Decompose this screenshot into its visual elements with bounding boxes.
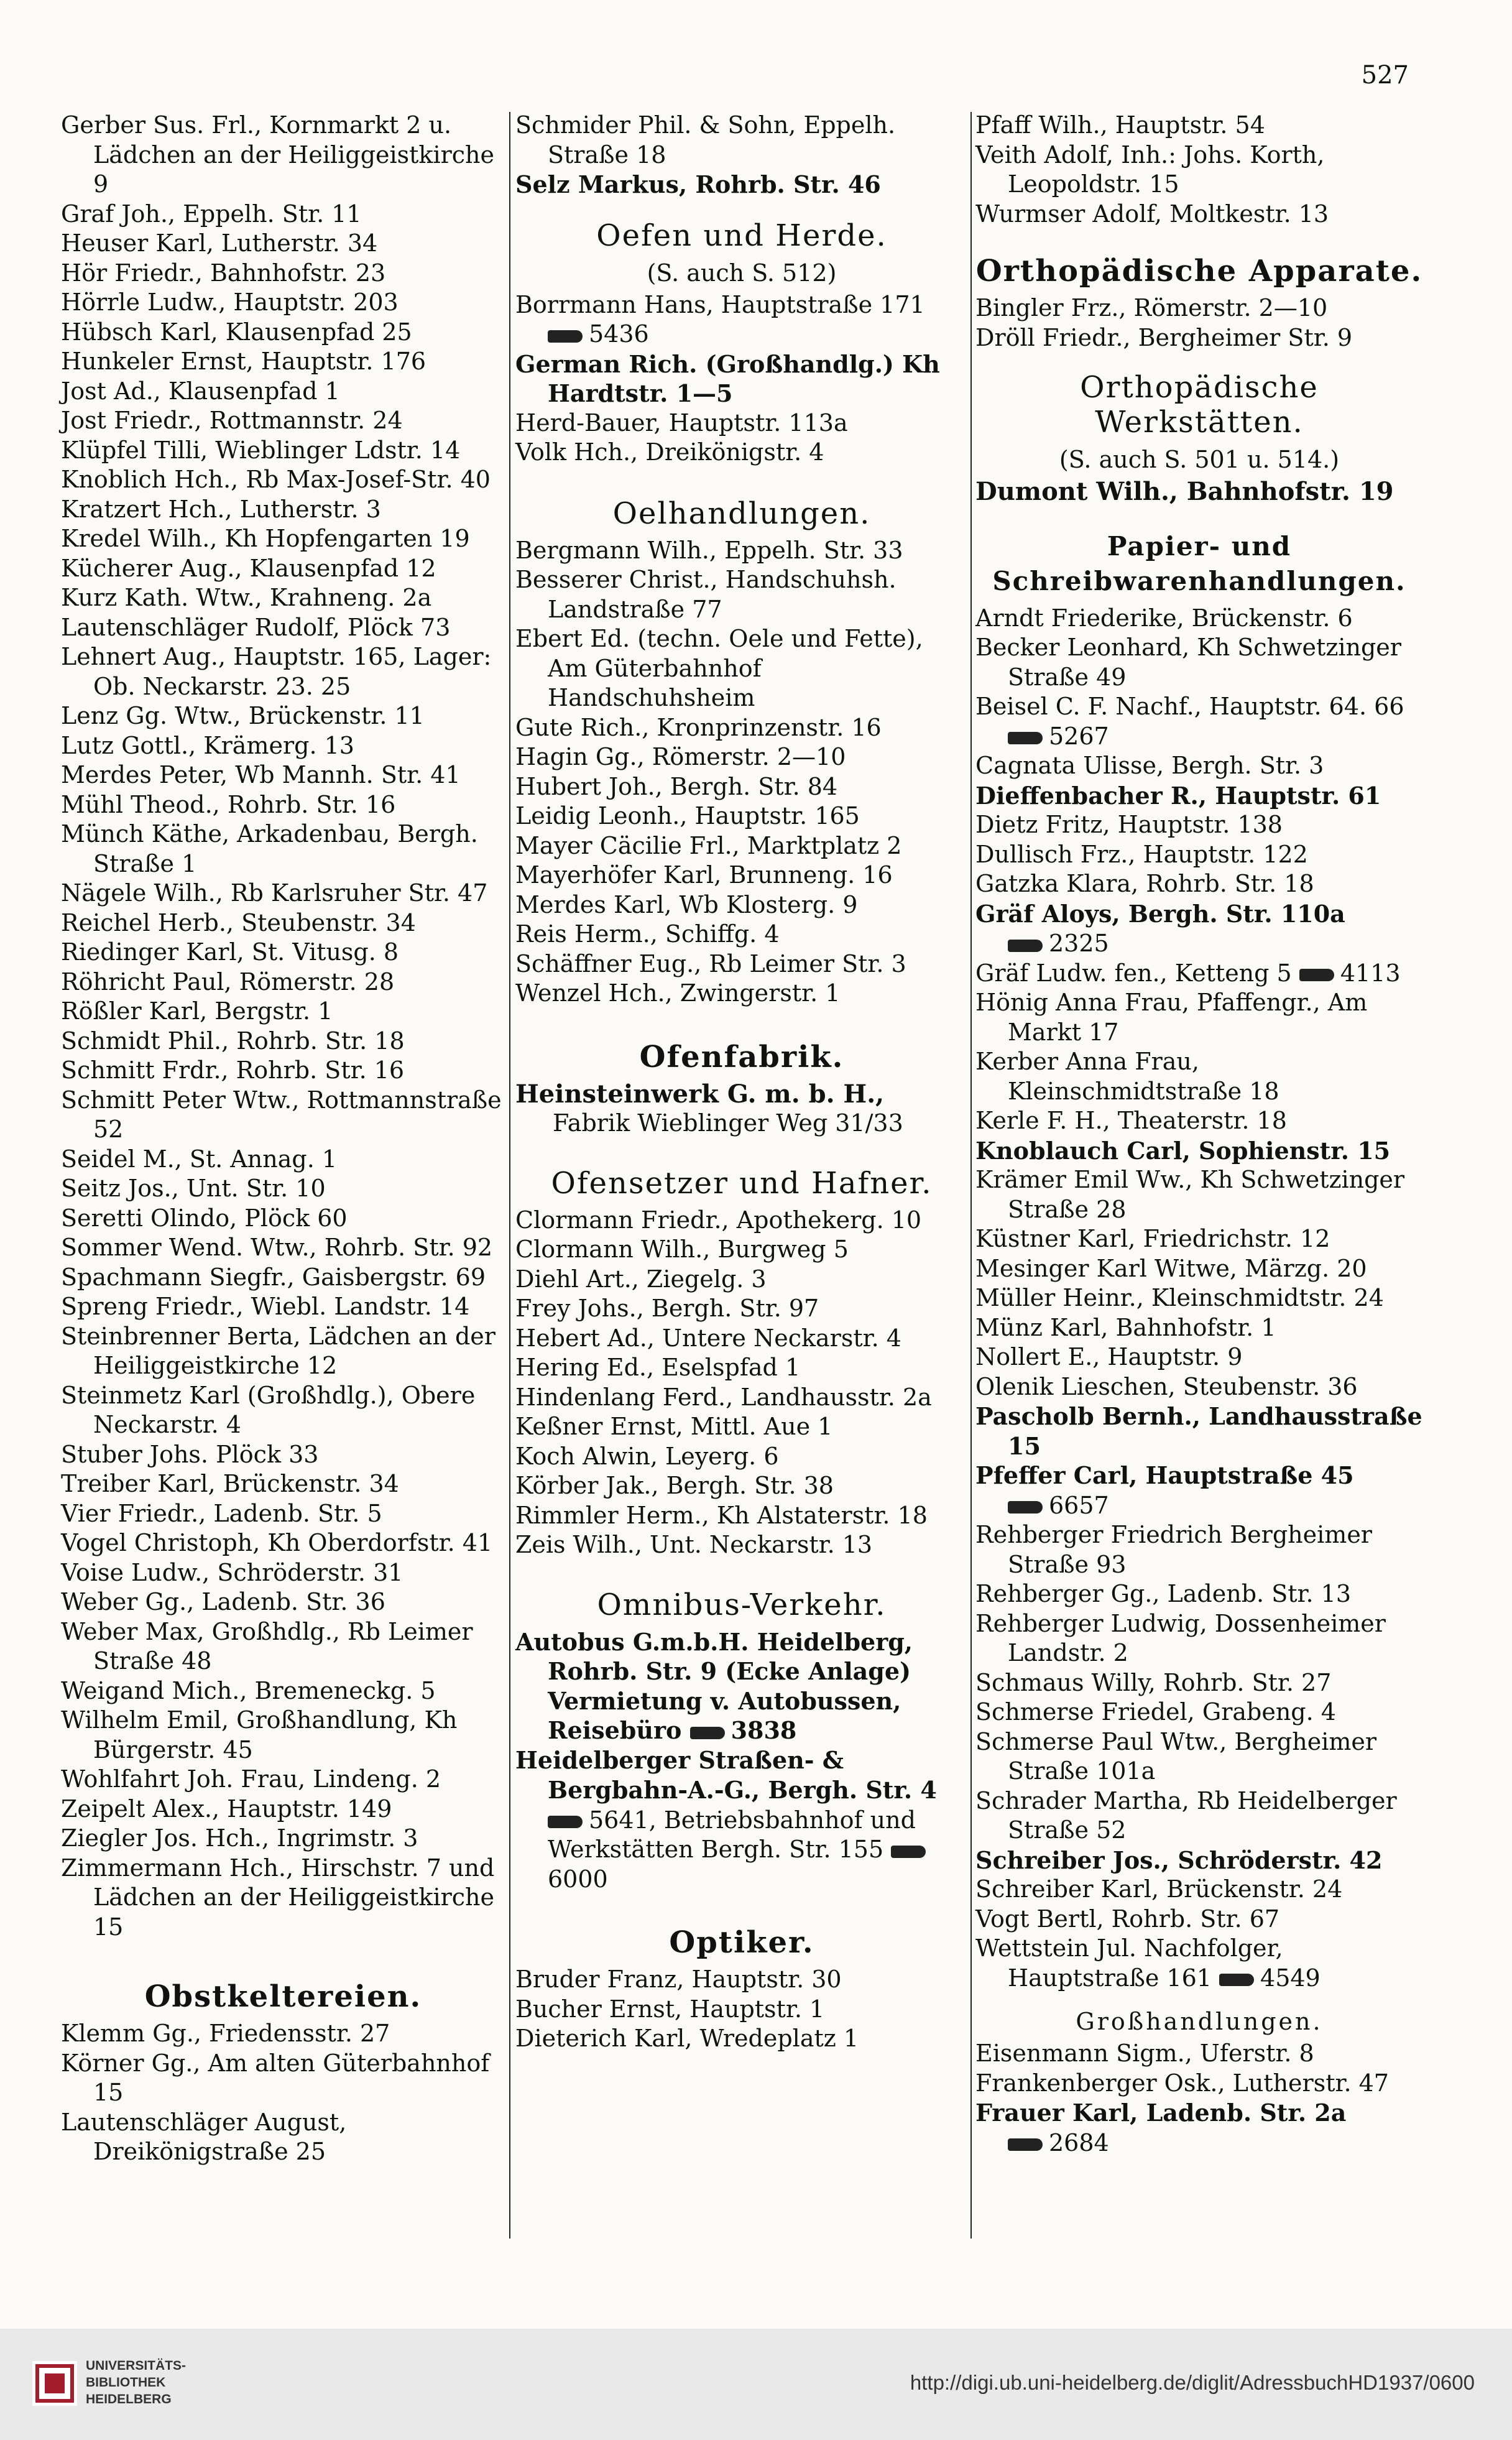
list-item: Fabrik Wieblinger Weg 31/33	[553, 1109, 903, 1137]
list-item: Wenzel Hch., Zwingerstr. 1	[515, 979, 841, 1007]
list-item: Graf Joh., Eppelh. Str. 11	[61, 200, 362, 228]
phone-number: 6657	[1049, 1491, 1109, 1519]
section-subheading: Großhandlungen.	[1076, 2008, 1323, 2035]
list-item: Heinsteinwerk G. m. b. H.,	[515, 1079, 885, 1109]
list-item: Weigand Mich., Bremeneckg. 5	[61, 1676, 436, 1704]
entry-list	[515, 1206, 968, 1560]
list-item: Dumont Wilh., Bahnhofstr. 19	[975, 477, 1394, 506]
entry-text: Gräf Ludw. fen., Ketteng 5	[975, 959, 1292, 987]
list-item: Spachmann Siegfr., Gaisbergstr. 69	[61, 1263, 486, 1291]
list-item: Münch Käthe, Arkadenbau, Bergh. Straße 1	[61, 820, 478, 877]
list-item: Rehberger Friedrich Bergheimer Straße 93	[975, 1521, 1372, 1578]
entry-text: Wettstein Jul. Nachfolger, Hauptstraße 161	[975, 1934, 1283, 1992]
list-item: Diehl Art., Ziegelg. 3	[515, 1265, 767, 1293]
section-heading: Oelhandlungen.	[612, 496, 871, 531]
list-item: Klüpfel Tilli, Wieblinger Ldstr. 14	[61, 436, 461, 464]
telephone-icon	[1008, 1501, 1043, 1513]
list-item	[515, 1745, 968, 1895]
entry-list	[515, 111, 968, 200]
list-item: Nollert E., Hauptstr. 9	[975, 1343, 1243, 1370]
list-item: Mayerhöfer Karl, Brunneng. 16	[515, 861, 893, 889]
list-item: Schreiber Karl, Brückenstr. 24	[975, 1875, 1343, 1903]
section-heading: Oefen und Herde.	[596, 218, 887, 253]
list-item: Knoblauch Carl, Sophienstr. 15	[975, 1136, 1391, 1165]
list-item: Selz Markus, Rohrb. Str. 46	[515, 170, 881, 198]
list-item: Eisenmann Sigm., Uferstr. 8	[975, 2040, 1314, 2067]
list-item: Hörrle Ludw., Hauptstr. 203	[61, 289, 399, 316]
list-item: Schmitt Peter Wtw., Rottmannstraße 52	[61, 1086, 502, 1143]
list-item: Pfaff Wilh., Hauptstr. 54	[975, 111, 1265, 139]
list-item: Schmaus Willy, Rohrb. Str. 27	[975, 1668, 1332, 1696]
library-name-line: UNIVERSITÄTS-	[86, 2359, 187, 2373]
list-item: Merdes Peter, Wb Mannh. Str. 41	[61, 761, 461, 788]
column-divider	[509, 112, 510, 2239]
list-item: Bucher Ernst, Hauptstr. 1	[515, 1995, 825, 2023]
list-item: German Rich. (Großhandlg.) Kh Hardtstr. 1—5	[515, 349, 940, 407]
list-item: Nägele Wilh., Rb Karlsruher Str. 47	[61, 879, 488, 907]
list-item: Hunkeler Ernst, Hauptstr. 176	[61, 348, 426, 375]
list-item	[975, 959, 1423, 989]
list-item: Hering Ed., Eselspfad 1	[515, 1354, 801, 1381]
list-item: Gatzka Klara, Rohrb. Str. 18	[975, 870, 1314, 897]
list-item: Arndt Friederike, Brückenstr. 6	[975, 604, 1353, 632]
list-item: Schmerse Paul Wtw., Bergheimer Straße 101a	[975, 1727, 1377, 1785]
list-item: Reis Herm., Schiffg. 4	[515, 920, 780, 948]
entry-list	[61, 2019, 505, 2167]
list-item: Dieffenbacher R., Hauptstr. 61	[975, 781, 1381, 810]
phone-number: 4549	[1260, 1964, 1321, 1992]
list-item: Schäffner Eug., Rb Leimer Str. 3	[515, 950, 906, 977]
section-heading: Ofenfabrik.	[639, 1039, 844, 1074]
list-item: Reichel Herb., Steubenstr. 34	[61, 908, 416, 936]
list-item: Olenik Lieschen, Steubenstr. 36	[975, 1372, 1358, 1400]
list-item: Ebert Ed. (techn. Oele und Fette), Am Güterbahnhof Handschuhsheim	[515, 625, 923, 711]
list-item: Lautenschläger Rudolf, Plöck 73	[61, 613, 451, 641]
list-item: Ziegler Jos. Hch., Ingrimstr. 3	[61, 1824, 418, 1852]
section-subheading: (S. auch S. 501 u. 514.)	[1059, 446, 1340, 473]
list-item: Wohlfahrt Joh. Frau, Lindeng. 2	[61, 1765, 441, 1793]
entry-text: Borrmann Hans, Hauptstraße 171	[515, 290, 925, 318]
list-item: Vier Friedr., Ladenb. Str. 5	[61, 1499, 382, 1527]
list-item: Leidig Leonh., Hauptstr. 165	[515, 802, 860, 830]
list-item: Vogel Christoph, Kh Oberdorfstr. 41	[61, 1529, 493, 1556]
viewer-footer	[0, 2329, 1512, 2440]
list-item: Weber Max, Großhdlg., Rb Leimer Straße 48	[61, 1617, 473, 1675]
list-item: Riedinger Karl, St. Vitusg. 8	[61, 938, 399, 966]
list-item: Frey Johs., Bergh. Str. 97	[515, 1295, 819, 1322]
entry-text: Gräf Aloys, Bergh. Str. 110a	[975, 899, 1345, 928]
phone-number: 5641	[589, 1806, 649, 1834]
column-3	[975, 111, 1423, 2158]
list-item: Seretti Olindo, Plöck 60	[61, 1204, 348, 1232]
list-item: Schmidt Phil., Rohrb. Str. 18	[61, 1027, 405, 1055]
telephone-icon	[1299, 969, 1334, 981]
telephone-icon	[690, 1727, 725, 1739]
list-item: Zeipelt Alex., Hauptstr. 149	[61, 1795, 392, 1823]
list-item: Kerle F. H., Theaterstr. 18	[975, 1107, 1287, 1134]
list-item	[975, 1461, 1423, 1520]
list-item: Körner Gg., Am alten Güterbahnhof 15	[61, 2049, 490, 2106]
telephone-icon	[1008, 940, 1043, 952]
entry-list	[515, 536, 968, 1009]
list-item: Cagnata Ulisse, Bergh. Str. 3	[975, 752, 1324, 779]
list-item: Müller Heinr., Kleinschmidtstr. 24	[975, 1284, 1384, 1311]
list-item: Pascholb Bernh., Landhausstraße 15	[975, 1402, 1422, 1460]
university-logo-icon	[32, 2361, 77, 2406]
entry-list	[975, 293, 1423, 353]
list-item: Gute Rich., Kronprinzenstr. 16	[515, 713, 882, 741]
entry-text: Frauer Karl, Ladenb. Str. 2a	[975, 2099, 1347, 2127]
list-item: Veith Adolf, Inh.: Johs. Korth, Leopoldstr. 15	[975, 141, 1325, 198]
phone-number: 2325	[1049, 930, 1109, 957]
list-item: Münz Karl, Bahnhofstr. 1	[975, 1313, 1276, 1341]
list-item: Koch Alwin, Leyerg. 6	[515, 1442, 779, 1470]
telephone-icon	[1008, 732, 1043, 744]
list-item: Schrader Martha, Rb Heidelberger Straße 52	[975, 1786, 1397, 1844]
telephone-icon	[1008, 2138, 1043, 2151]
list-item: Voise Ludw., Schröderstr. 31	[61, 1558, 403, 1586]
entry-text: Heidelberger Straßen- & Bergbahn-A.-G., Bergh. Str. 4	[515, 1745, 937, 1804]
list-item: Bingler Frz., Römerstr. 2—10	[975, 294, 1328, 321]
list-item: Treiber Karl, Brückenstr. 34	[61, 1470, 399, 1497]
list-item: Hebert Ad., Untere Neckarstr. 4	[515, 1324, 901, 1352]
entry-list	[61, 111, 505, 1942]
list-item: Gerber Sus. Frl., Kornmarkt 2 u. Lädchen an der Heiliggeistkirche 9	[61, 111, 495, 198]
list-item: Hagin Gg., Römerstr. 2—10	[515, 743, 846, 770]
list-item: Schreiber Jos., Schröderstr. 42	[975, 1846, 1383, 1874]
list-item: Kredel Wilh., Kh Hopfengarten 19	[61, 525, 470, 552]
list-item: Hubert Joh., Bergh. Str. 84	[515, 772, 838, 800]
page-number: 527	[1361, 61, 1409, 90]
list-item: Kerber Anna Frau, Kleinschmidtstraße 18	[975, 1048, 1279, 1105]
telephone-icon	[1219, 1974, 1254, 1986]
entry-list	[975, 111, 1423, 229]
phone-number: 5436	[589, 320, 649, 348]
library-name-line: BIBLIOTHEK	[86, 2375, 166, 2390]
list-item	[975, 899, 1423, 959]
list-item: Zimmermann Hch., Hirschstr. 7 und Lädchen an der Heiliggeistkirche 15	[61, 1854, 495, 1941]
list-item: Seidel M., St. Annag. 1	[61, 1145, 338, 1173]
list-item: Keßner Ernst, Mittl. Aue 1	[515, 1413, 833, 1440]
list-item: Küstner Karl, Friedrichstr. 12	[975, 1225, 1330, 1252]
list-item: Lutz Gottl., Krämerg. 13	[61, 731, 354, 759]
list-item: Knoblich Hch., Rb Max-Josef-Str. 40	[61, 466, 491, 493]
list-item: Dieterich Karl, Wredeplatz 1	[515, 2025, 859, 2052]
section-heading: Ofensetzer und Hafner.	[551, 1165, 933, 1201]
list-item: Wilhelm Emil, Großhandlung, Kh Bürgerstr. 45	[61, 1706, 458, 1763]
list-item: Kücherer Aug., Klausenpfad 12	[61, 554, 436, 582]
list-item	[515, 1627, 968, 1745]
list-item: Hindenlang Ferd., Landhausstr. 2a	[515, 1383, 932, 1411]
source-url-link[interactable]: http://digi.ub.uni-heidelberg.de/diglit/AdressbuchHD1937/0600	[910, 2371, 1475, 2394]
phone-number: 2684	[1049, 2128, 1109, 2156]
list-item: Dröll Friedr., Bergheimer Str. 9	[975, 323, 1353, 351]
entry-text: Autobus G.m.b.H. Heidelberg, Rohrb. Str. 9 (Ecke Anlage) Vermietung v. Autobussen, Reisebüro	[515, 1627, 913, 1744]
phone-number: 6000	[548, 1865, 608, 1893]
list-item: Kratzert Hch., Lutherstr. 3	[61, 495, 381, 523]
list-item: Zeis Wilh., Unt. Neckarstr. 13	[515, 1531, 873, 1558]
list-item: Röhricht Paul, Römerstr. 28	[61, 968, 395, 996]
list-item: Weber Gg., Ladenb. Str. 36	[61, 1588, 385, 1615]
list-item: Hönig Anna Frau, Pfaffengr., Am Markt 17	[975, 989, 1368, 1046]
list-item: Hör Friedr., Bahnhofstr. 23	[61, 259, 386, 287]
list-item: Rehberger Ludwig, Dossenheimer Landstr. 2	[975, 1609, 1386, 1666]
library-name-line: HEIDELBERG	[86, 2392, 172, 2406]
list-item: Stuber Johs. Plöck 33	[61, 1440, 319, 1468]
list-item: Vogt Bertl, Rohrb. Str. 67	[975, 1905, 1280, 1933]
list-item: Clormann Wilh., Burgweg 5	[515, 1236, 849, 1263]
list-item: Kurz Kath. Wtw., Krahneng. 2a	[61, 584, 432, 611]
phone-number: 5267	[1049, 722, 1109, 750]
list-item: Frankenberger Osk., Lutherstr. 47	[975, 2069, 1389, 2097]
list-item: Herd-Bauer, Hauptstr. 113a	[515, 409, 848, 437]
list-item: Jost Friedr., Rottmannstr. 24	[61, 407, 403, 434]
list-item: Mayer Cäcilie Frl., Marktplatz 2	[515, 831, 902, 859]
section-heading: Orthopädische Apparate.	[975, 254, 1423, 289]
column-1	[61, 111, 505, 2167]
entry-text: Beisel C. F. Nachf., Hauptstr. 64. 66	[975, 693, 1404, 720]
list-item: Klemm Gg., Friedensstr. 27	[61, 2020, 390, 2047]
list-item: Rößler Karl, Bergstr. 1	[61, 997, 333, 1025]
telephone-icon	[891, 1846, 926, 1858]
list-item: Schmerse Friedel, Grabeng. 4	[975, 1698, 1336, 1726]
list-item: Becker Leonhard, Kh Schwetzinger Straße 49	[975, 634, 1401, 691]
telephone-icon	[548, 1816, 583, 1828]
list-item	[975, 692, 1423, 751]
list-item: Lenz Gg. Wtw., Brückenstr. 11	[61, 702, 425, 729]
list-item	[515, 290, 968, 349]
list-item: Volk Hch., Dreikönigstr. 4	[515, 438, 824, 466]
list-item: Dullisch Frz., Hauptstr. 122	[975, 840, 1308, 868]
list-item: Spreng Friedr., Wiebl. Landstr. 14	[61, 1293, 470, 1320]
section-heading: Optiker.	[669, 1925, 814, 1960]
list-item: Heuser Karl, Lutherstr. 34	[61, 229, 378, 257]
list-item: Schmider Phil. & Sohn, Eppelh. Straße 18	[515, 111, 896, 169]
list-item: Hübsch Karl, Klausenpfad 25	[61, 318, 412, 346]
list-item: Krämer Emil Ww., Kh Schwetzinger Straße 28	[975, 1166, 1405, 1223]
entry-text: Pfeffer Carl, Hauptstraße 45	[975, 1461, 1354, 1489]
list-item: Dietz Fritz, Hauptstr. 138	[975, 811, 1283, 838]
section-heading: Obstkeltereien.	[144, 1979, 422, 2014]
phone-number: 4113	[1340, 959, 1401, 987]
phone-number: 3838	[731, 1716, 797, 1744]
list-item	[975, 2098, 1423, 2158]
column-2	[515, 111, 968, 2054]
section-heading: Papier- und Schreibwarenhandlungen.	[992, 530, 1406, 596]
list-item: Bergmann Wilh., Eppelh. Str. 33	[515, 536, 903, 564]
list-item: Rimmler Herm., Kh Alstaterstr. 18	[515, 1501, 928, 1529]
list-item: Rehberger Gg., Ladenb. Str. 13	[975, 1580, 1351, 1607]
section-heading: Omnibus-Verkehr.	[597, 1587, 887, 1622]
list-item: Lehnert Aug., Hauptstr. 165, Lager: Ob. Neckarstr. 23. 25	[61, 643, 492, 700]
telephone-icon	[548, 330, 583, 343]
list-item: Mühl Theod., Rohrb. Str. 16	[61, 790, 396, 818]
section-heading: Orthopädische Werkstätten.	[1080, 370, 1319, 440]
list-item: Steinmetz Karl (Großhdlg.), Obere Neckarstr. 4	[61, 1381, 476, 1438]
list-item: Besserer Christ., Handschuhsh. Landstraße 77	[515, 566, 897, 623]
column-divider	[970, 112, 972, 2239]
list-item: Schmitt Frdr., Rohrb. Str. 16	[61, 1056, 405, 1084]
list-item: Sommer Wend. Wtw., Rohrb. Str. 92	[61, 1234, 493, 1261]
library-name	[86, 2357, 186, 2408]
list-item: Jost Ad., Klausenpfad 1	[61, 377, 340, 405]
list-item: Körber Jak., Bergh. Str. 38	[515, 1472, 834, 1499]
list-item: Merdes Karl, Wb Klosterg. 9	[515, 890, 858, 918]
list-item: Lautenschläger August, Dreikönigstraße 25	[61, 2108, 347, 2165]
list-item: Bruder Franz, Hauptstr. 30	[515, 1966, 842, 1993]
list-item: Mesinger Karl Witwe, Märzg. 20	[975, 1254, 1367, 1282]
list-item: Wurmser Adolf, Moltkestr. 13	[975, 200, 1329, 228]
list-item: Clormann Friedr., Apothekerg. 10	[515, 1206, 922, 1234]
list-item	[975, 1934, 1423, 1993]
section-subheading: (S. auch S. 512)	[647, 259, 837, 287]
list-item: Seitz Jos., Unt. Str. 10	[61, 1175, 326, 1202]
list-item: Steinbrenner Berta, Lädchen an der Heiliggeistkirche 12	[61, 1322, 496, 1379]
entry-list	[515, 1965, 968, 2054]
entry-text: , Betriebsbahnhof und Werkstätten Bergh. Str. 155	[548, 1806, 916, 1863]
